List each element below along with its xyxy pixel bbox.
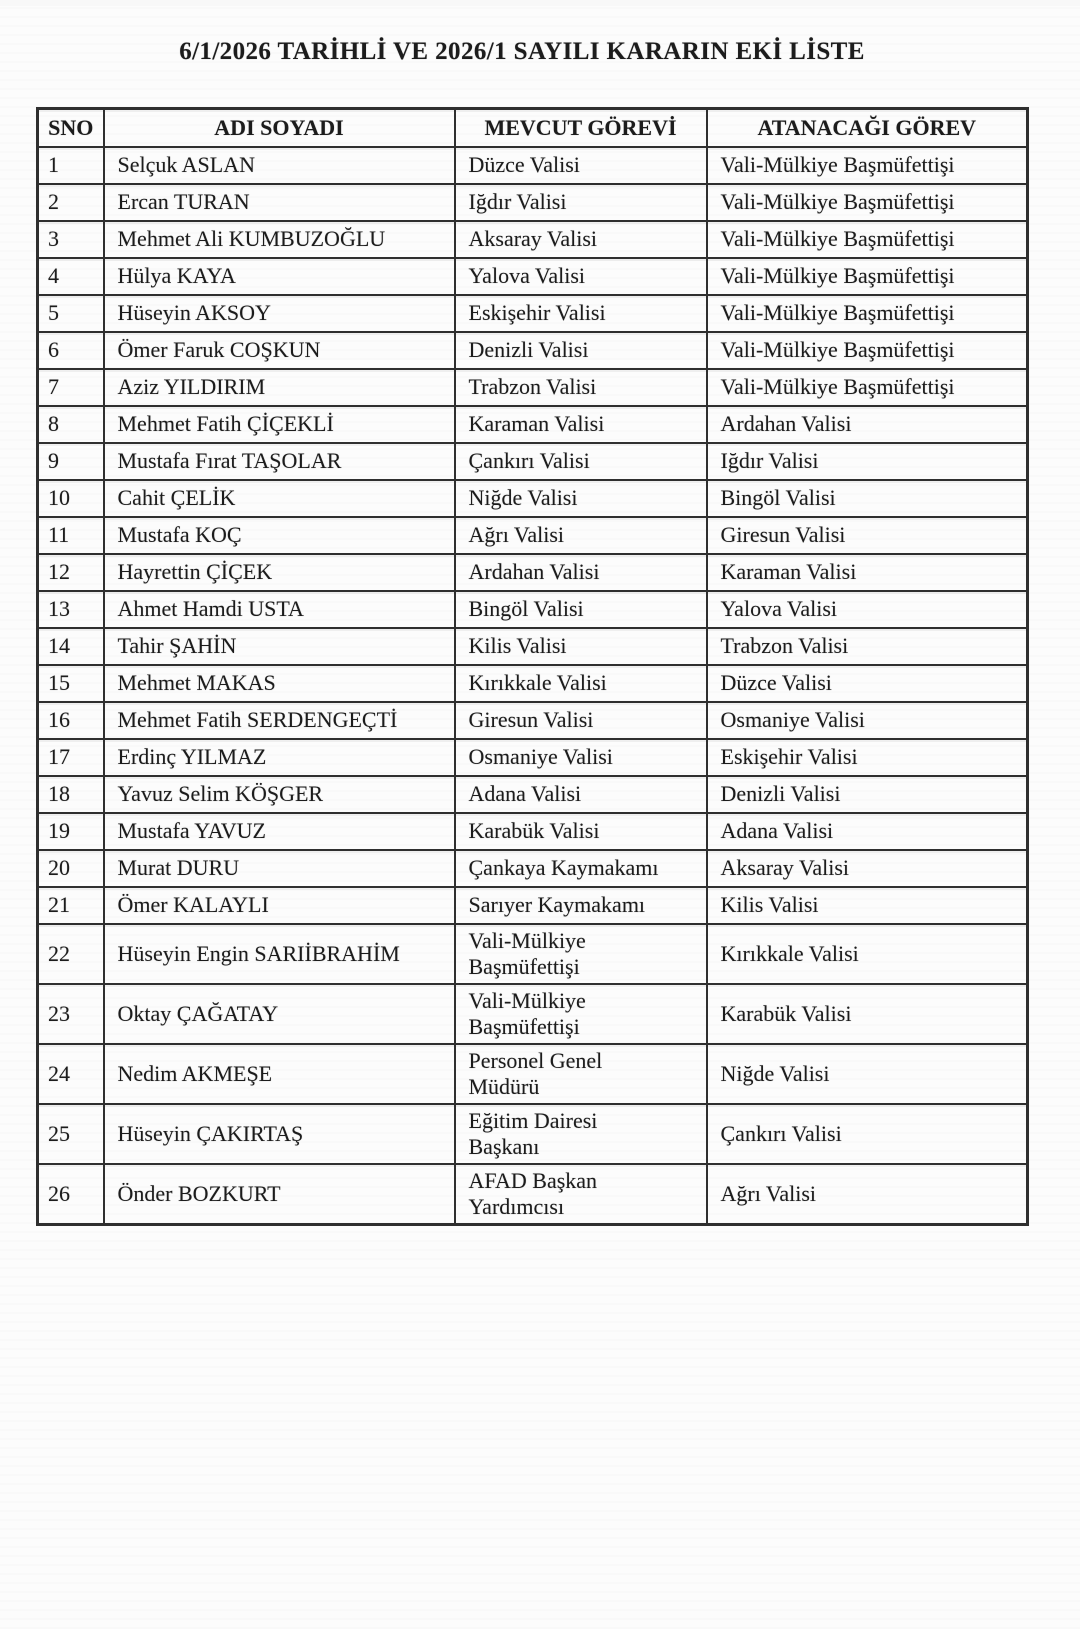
table-row [38, 702, 1028, 739]
cell-atanacagi-gorev: Karaman Valisi [707, 554, 1028, 591]
table-header-row [38, 109, 1028, 147]
column-header-adi-soyadi: ADI SOYADI [104, 109, 455, 147]
cell-adi-soyadi: Mehmet Ali KUMBUZOĞLU [104, 221, 455, 258]
column-header-mevcut-gorevi: MEVCUT GÖREVİ [455, 109, 707, 147]
cell-adi-soyadi: Mustafa YAVUZ [104, 813, 455, 850]
cell-atanacagi-gorev: Vali-Mülkiye Başmüfettişi [707, 258, 1028, 295]
cell-mevcut-gorevi: Osmaniye Valisi [455, 739, 707, 776]
cell-atanacagi-gorev: Ağrı Valisi [707, 1164, 1028, 1225]
cell-atanacagi-gorev: Kilis Valisi [707, 887, 1028, 924]
cell-mevcut-gorevi: Karabük Valisi [455, 813, 707, 850]
table-row [38, 369, 1028, 406]
cell-mevcut-gorevi: Düzce Valisi [455, 147, 707, 184]
table-row [38, 517, 1028, 554]
table-row [38, 1104, 1028, 1164]
table-row [38, 1164, 1028, 1225]
cell-mevcut-gorevi: Ağrı Valisi [455, 517, 707, 554]
cell-sno: 25 [38, 1104, 104, 1164]
cell-adi-soyadi: Selçuk ASLAN [104, 147, 455, 184]
table-row [38, 776, 1028, 813]
cell-mevcut-gorevi: Giresun Valisi [455, 702, 707, 739]
table-row [38, 924, 1028, 984]
cell-mevcut-gorevi: Bingöl Valisi [455, 591, 707, 628]
cell-atanacagi-gorev: Denizli Valisi [707, 776, 1028, 813]
cell-sno: 12 [38, 554, 104, 591]
cell-atanacagi-gorev: Osmaniye Valisi [707, 702, 1028, 739]
cell-atanacagi-gorev: Trabzon Valisi [707, 628, 1028, 665]
cell-adi-soyadi: Mehmet MAKAS [104, 665, 455, 702]
cell-mevcut-gorevi: Aksaray Valisi [455, 221, 707, 258]
cell-sno: 4 [38, 258, 104, 295]
cell-sno: 10 [38, 480, 104, 517]
cell-mevcut-gorevi: Eskişehir Valisi [455, 295, 707, 332]
cell-mevcut-gorevi: Çankaya Kaymakamı [455, 850, 707, 887]
cell-sno: 7 [38, 369, 104, 406]
cell-mevcut-gorevi: Kilis Valisi [455, 628, 707, 665]
cell-atanacagi-gorev: Niğde Valisi [707, 1044, 1028, 1104]
table-row [38, 887, 1028, 924]
cell-mevcut-gorevi: Ardahan Valisi [455, 554, 707, 591]
cell-adi-soyadi: Mustafa Fırat TAŞOLAR [104, 443, 455, 480]
table-row [38, 665, 1028, 702]
cell-sno: 9 [38, 443, 104, 480]
cell-atanacagi-gorev: Düzce Valisi [707, 665, 1028, 702]
cell-mevcut-gorevi: Kırıkkale Valisi [455, 665, 707, 702]
cell-adi-soyadi: Ahmet Hamdi USTA [104, 591, 455, 628]
cell-adi-soyadi: Erdinç YILMAZ [104, 739, 455, 776]
cell-sno: 5 [38, 295, 104, 332]
cell-adi-soyadi: Ercan TURAN [104, 184, 455, 221]
table-row [38, 147, 1028, 184]
column-header-sno: SNO [38, 109, 104, 147]
cell-mevcut-gorevi: Eğitim Dairesi Başkanı [455, 1104, 707, 1164]
cell-atanacagi-gorev: Kırıkkale Valisi [707, 924, 1028, 984]
cell-mevcut-gorevi: Çankırı Valisi [455, 443, 707, 480]
cell-adi-soyadi: Cahit ÇELİK [104, 480, 455, 517]
cell-adi-soyadi: Ömer Faruk COŞKUN [104, 332, 455, 369]
cell-atanacagi-gorev: Karabük Valisi [707, 984, 1028, 1044]
cell-atanacagi-gorev: Giresun Valisi [707, 517, 1028, 554]
cell-mevcut-gorevi: Vali-Mülkiye Başmüfettişi [455, 924, 707, 984]
table-row [38, 184, 1028, 221]
cell-mevcut-gorevi: Trabzon Valisi [455, 369, 707, 406]
cell-atanacagi-gorev: Vali-Mülkiye Başmüfettişi [707, 332, 1028, 369]
cell-adi-soyadi: Murat DURU [104, 850, 455, 887]
cell-mevcut-gorevi: Adana Valisi [455, 776, 707, 813]
cell-atanacagi-gorev: Vali-Mülkiye Başmüfettişi [707, 221, 1028, 258]
cell-mevcut-gorevi: AFAD Başkan Yardımcısı [455, 1164, 707, 1225]
cell-adi-soyadi: Önder BOZKURT [104, 1164, 455, 1225]
cell-atanacagi-gorev: Adana Valisi [707, 813, 1028, 850]
cell-adi-soyadi: Hüseyin ÇAKIRTAŞ [104, 1104, 455, 1164]
cell-mevcut-gorevi: Karaman Valisi [455, 406, 707, 443]
table-row [38, 591, 1028, 628]
table-body [38, 147, 1028, 1225]
cell-mevcut-gorevi: Yalova Valisi [455, 258, 707, 295]
cell-sno: 21 [38, 887, 104, 924]
cell-sno: 11 [38, 517, 104, 554]
page-title: 6/1/2026 TARİHLİ VE 2026/1 SAYILI KARARIN EKİ LİSTE [179, 38, 865, 65]
cell-sno: 20 [38, 850, 104, 887]
cell-adi-soyadi: Hüseyin AKSOY [104, 295, 455, 332]
cell-atanacagi-gorev: Vali-Mülkiye Başmüfettişi [707, 369, 1028, 406]
table-row [38, 554, 1028, 591]
table-row [38, 332, 1028, 369]
cell-sno: 2 [38, 184, 104, 221]
cell-adi-soyadi: Oktay ÇAĞATAY [104, 984, 455, 1044]
cell-atanacagi-gorev: Ardahan Valisi [707, 406, 1028, 443]
cell-sno: 23 [38, 984, 104, 1044]
cell-atanacagi-gorev: Iğdır Valisi [707, 443, 1028, 480]
column-header-atanacagi-gorev: ATANACAĞI GÖREV [707, 109, 1028, 147]
cell-mevcut-gorevi: Personel Genel Müdürü [455, 1044, 707, 1104]
cell-sno: 8 [38, 406, 104, 443]
cell-sno: 18 [38, 776, 104, 813]
cell-sno: 3 [38, 221, 104, 258]
cell-sno: 13 [38, 591, 104, 628]
cell-sno: 24 [38, 1044, 104, 1104]
cell-atanacagi-gorev: Bingöl Valisi [707, 480, 1028, 517]
cell-mevcut-gorevi: Iğdır Valisi [455, 184, 707, 221]
cell-adi-soyadi: Nedim AKMEŞE [104, 1044, 455, 1104]
cell-atanacagi-gorev: Çankırı Valisi [707, 1104, 1028, 1164]
cell-sno: 15 [38, 665, 104, 702]
cell-sno: 16 [38, 702, 104, 739]
cell-sno: 22 [38, 924, 104, 984]
cell-atanacagi-gorev: Vali-Mülkiye Başmüfettişi [707, 184, 1028, 221]
cell-adi-soyadi: Aziz YILDIRIM [104, 369, 455, 406]
table-row [38, 628, 1028, 665]
cell-adi-soyadi: Tahir ŞAHİN [104, 628, 455, 665]
table-row [38, 295, 1028, 332]
cell-adi-soyadi: Yavuz Selim KÖŞGER [104, 776, 455, 813]
cell-atanacagi-gorev: Yalova Valisi [707, 591, 1028, 628]
cell-sno: 14 [38, 628, 104, 665]
cell-adi-soyadi: Mehmet Fatih ÇİÇEKLİ [104, 406, 455, 443]
cell-sno: 26 [38, 1164, 104, 1225]
cell-adi-soyadi: Hayrettin ÇİÇEK [104, 554, 455, 591]
table-row [38, 443, 1028, 480]
table-row [38, 258, 1028, 295]
table-row [38, 984, 1028, 1044]
cell-mevcut-gorevi: Niğde Valisi [455, 480, 707, 517]
cell-adi-soyadi: Mustafa KOÇ [104, 517, 455, 554]
cell-sno: 6 [38, 332, 104, 369]
table-row [38, 406, 1028, 443]
table-row [38, 221, 1028, 258]
cell-sno: 19 [38, 813, 104, 850]
cell-atanacagi-gorev: Vali-Mülkiye Başmüfettişi [707, 295, 1028, 332]
table-row [38, 850, 1028, 887]
table-row [38, 739, 1028, 776]
appointment-table [36, 107, 1029, 1226]
cell-adi-soyadi: Hüseyin Engin SARIİBRAHİM [104, 924, 455, 984]
table-row [38, 1044, 1028, 1104]
cell-mevcut-gorevi: Sarıyer Kaymakamı [455, 887, 707, 924]
cell-atanacagi-gorev: Eskişehir Valisi [707, 739, 1028, 776]
table-row [38, 480, 1028, 517]
cell-mevcut-gorevi: Vali-Mülkiye Başmüfettişi [455, 984, 707, 1044]
cell-atanacagi-gorev: Vali-Mülkiye Başmüfettişi [707, 147, 1028, 184]
cell-adi-soyadi: Ömer KALAYLI [104, 887, 455, 924]
cell-sno: 17 [38, 739, 104, 776]
table-row [38, 813, 1028, 850]
cell-adi-soyadi: Hülya KAYA [104, 258, 455, 295]
cell-mevcut-gorevi: Denizli Valisi [455, 332, 707, 369]
cell-adi-soyadi: Mehmet Fatih SERDENGEÇTİ [104, 702, 455, 739]
cell-atanacagi-gorev: Aksaray Valisi [707, 850, 1028, 887]
cell-sno: 1 [38, 147, 104, 184]
